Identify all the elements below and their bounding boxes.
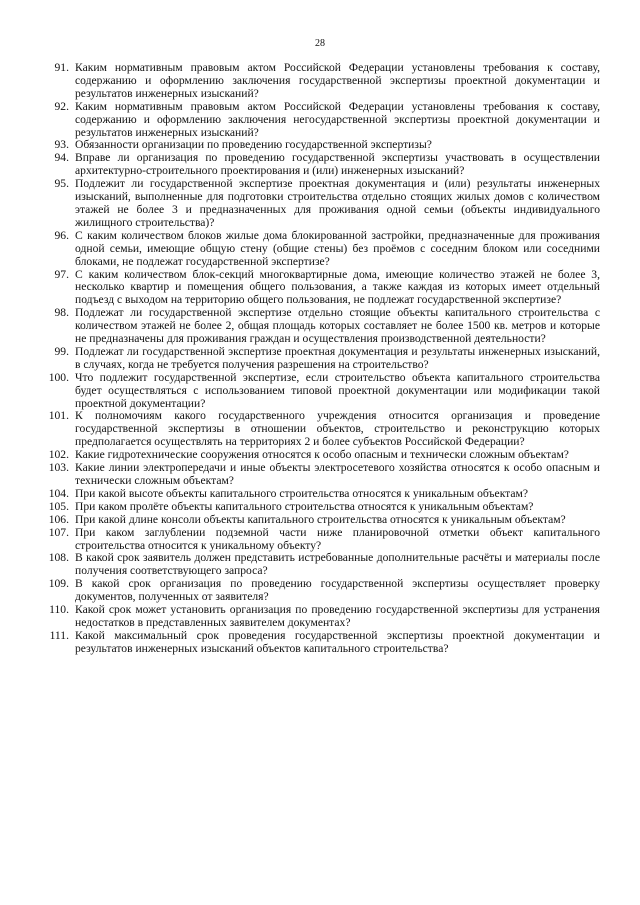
question-number: 103. xyxy=(48,461,69,475)
question-item xyxy=(40,630,600,656)
question-item xyxy=(40,501,600,514)
question-text: Какой максимальный срок проведения государственной экспертизы проектной документации и результатов инженерных изысканий объектов капитального строительства? xyxy=(75,628,600,655)
question-text: С каким количеством блок-секций многоквартирные дома, имеющие количество этажей не более 3, несколько квартир и помещения общего пользования, а также каждая из которых имеет отдельный подъезд с выходом на территорию общего пользования, не подлежат государственной экспертизе? xyxy=(75,267,600,307)
question-text: При какой длине консоли объекты капитального строительства относятся к уникальным объектам? xyxy=(75,512,566,526)
page-number: 28 xyxy=(315,38,325,49)
question-item xyxy=(40,527,600,553)
question-item xyxy=(40,101,600,140)
question-text: Подлежат ли государственной экспертизе отдельно стоящие объекты капитального строительства с количеством этажей не более 2, общая площадь которых составляет не более 1500 кв. метров и которые не предназначены для проживания граждан и осуществления производственной деятельности? xyxy=(75,306,600,346)
question-item xyxy=(40,230,600,269)
question-number: 102. xyxy=(48,448,69,462)
question-text: Каким нормативным правовым актом Российской Федерации установлены требования к составу, содержанию и оформлению заключения государственной экспертизы проектной документации и результатов инженерных изысканий? xyxy=(75,61,600,100)
question-number: 104. xyxy=(48,486,69,500)
question-number: 101. xyxy=(48,409,69,423)
question-number: 99. xyxy=(54,344,69,358)
question-number: 97. xyxy=(54,267,69,281)
question-text: Подлежит ли государственной экспертизе проектная документация и (или) результаты инженерных изысканий, выполненные для подготовки строительства отдельно стоящих жилых домов с количеством этажей не более 3 и предназначенных для проживания одной семьи (объекты индивидуального жилищного строительства)? xyxy=(75,177,600,229)
question-text: Обязанности организации по проведению государственной экспертизы? xyxy=(75,138,432,152)
question-number: 108. xyxy=(48,551,69,565)
question-text: В какой срок заявитель должен представить истребованные дополнительные расчёты и материалы после получения соответствующего запроса? xyxy=(75,551,600,578)
question-number: 92. xyxy=(54,99,69,113)
question-item xyxy=(40,514,600,527)
question-text: При какой высоте объекты капитального строительства относятся к уникальным объектам? xyxy=(75,486,529,500)
question-text: Какие гидротехнические сооружения относятся к особо опасным и технически сложным объектам? xyxy=(75,448,569,462)
question-item xyxy=(40,410,600,449)
question-number: 106. xyxy=(48,512,69,526)
question-item xyxy=(40,488,600,501)
question-number: 109. xyxy=(48,577,69,591)
question-item xyxy=(40,152,600,178)
question-number: 105. xyxy=(48,499,69,513)
question-text: С каким количеством блоков жилые дома блокированной застройки, предназначенные для проживания одной семьи, имеющие общую стену (общие стены) без проёмов с соседним блоком или соседними блоками, не подлежат государственной экспертизе? xyxy=(75,228,600,268)
question-number: 107. xyxy=(48,525,69,539)
question-number: 94. xyxy=(54,151,69,165)
question-text: Вправе ли организация по проведению государственной экспертизы участвовать в осуществлении архитектурно-строительного проектирования и (или) инженерных изысканий? xyxy=(75,151,600,178)
question-item xyxy=(40,307,600,346)
question-number: 100. xyxy=(48,370,69,384)
question-item xyxy=(40,62,600,101)
question-item xyxy=(40,552,600,578)
question-item xyxy=(40,372,600,411)
question-text: Подлежат ли государственной экспертизе проектная документация и результаты инженерных изысканий, в случаях, когда не требуется получения разрешения на строительство? xyxy=(75,344,600,371)
question-text: К полномочиям какого государственного учреждения относится организация и проведение государственной экспертизы в отношении объектов, строительство и реконструкцию которых предполагается осуществлять на территориях 2 и более субъектов Российской Федерации? xyxy=(75,409,600,449)
question-number: 98. xyxy=(54,306,69,320)
question-text: При каком пролёте объекты капитального строительства относятся к уникальным объектам? xyxy=(75,499,534,513)
question-number: 110. xyxy=(49,603,69,617)
question-text: Какой срок может установить организация по проведению государственной экспертизы для устранения недостатков в представленных заявителем документах? xyxy=(75,603,600,629)
question-text: Каким нормативным правовым актом Российской Федерации установлены требования к составу, содержанию и оформлению заключения негосударственной экспертизы проектной документации и результатов инженерных изысканий? xyxy=(75,99,600,139)
question-number: 93. xyxy=(54,138,69,152)
question-text: Какие линии электропередачи и иные объекты электросетевого хозяйства относятся к особо опасным и технически сложным объектам? xyxy=(75,461,600,487)
question-text: В какой срок организация по проведению государственной экспертизы осуществляет проверку документов, полученных от заявителя? xyxy=(75,577,600,604)
question-item xyxy=(40,269,600,308)
question-text: При каком заглублении подземной части ниже планировочной отметки объект капитального строительства относится к уникальному объекту? xyxy=(75,525,600,552)
question-item xyxy=(40,604,600,630)
question-number: 96. xyxy=(54,228,69,242)
question-number: 91. xyxy=(54,61,69,74)
question-text: Что подлежит государственной экспертизе, если строительство объекта капитального строительства будет осуществляться с использованием типовой проектной документации или модификации такой проектной документации? xyxy=(75,370,600,410)
question-number: 95. xyxy=(54,177,69,191)
question-item xyxy=(40,578,600,604)
question-item xyxy=(40,346,600,372)
question-item xyxy=(40,178,600,230)
question-number: 111. xyxy=(49,628,69,642)
question-list xyxy=(40,62,600,656)
question-item xyxy=(40,462,600,488)
